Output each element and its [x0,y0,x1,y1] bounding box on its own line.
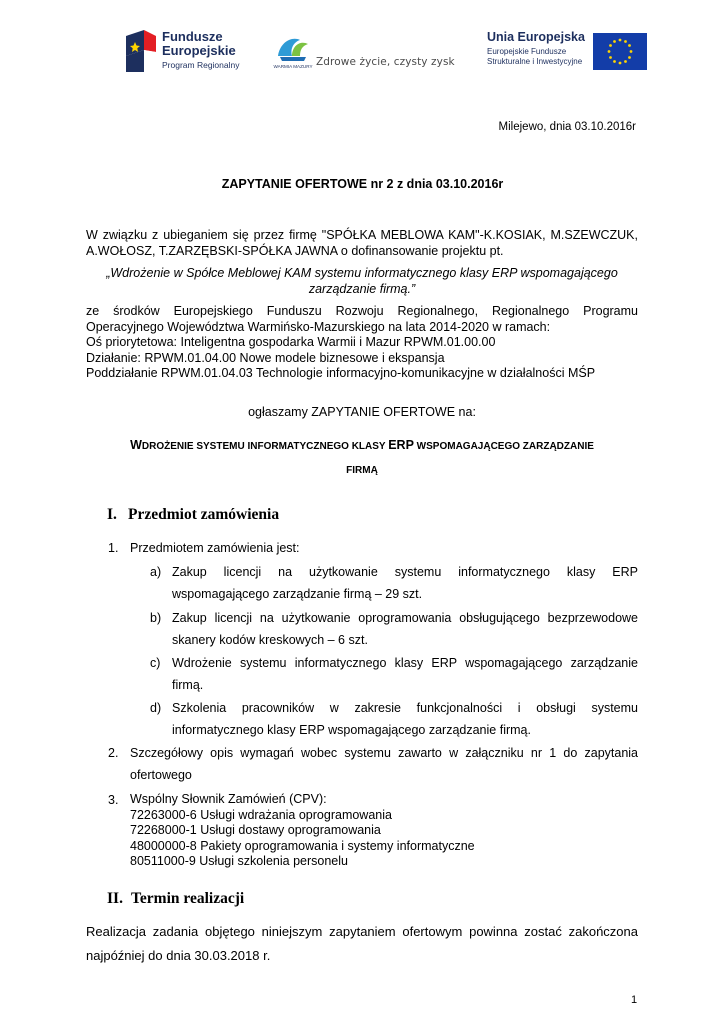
list-item-number: 2. [108,746,119,760]
warmia-mazury-icon [270,30,316,76]
sub-item-text: Zakup licencji na użytkowanie systemu informatycznego klasy ERP wspomagającego zarządzanie firmą – 29 szt. [172,565,638,601]
fundusze-europejskie-logo [124,28,244,76]
subject-initial: W [130,438,142,452]
ue-logo-line3: Strukturalne i Inwestycyjne [487,57,583,66]
ue-logo-line2: Europejskie Fundusze [487,47,567,56]
list-item: Szczegółowy opis wymagań wobec systemu zawarto w załączniku nr 1 do zapytania ofertowego [130,746,638,782]
ue-logo-line1: Unia Europejska [487,30,585,44]
unia-europejska-logo [487,30,647,74]
subject-part1: DROŻENIE SYSTEMU INFORMATYCZNEGO KLASY [141,441,389,452]
sub-item-text: Szkolenia pracowników w zakresie funkcjonalności i obsługi systemu informatycznego klasy ERP wspomagającego zarządzanie firmą. [172,701,638,737]
sub-item-text: Wdrożenie systemu informatycznego klasy ERP wspomagającego zarządzanie firmą. [172,656,638,692]
priority-axis: Oś priorytetowa: Inteligentna gospodarka Warmii i Mazur RPWM.01.00.00 [86,335,496,349]
sub-list-item [150,697,638,741]
page-number: 1 [631,994,638,1006]
fe-logo-line1: Fundusze [162,29,223,44]
warmia-mazury-logo [270,30,316,76]
section-number: II. [107,890,123,907]
list-item-number: 3. [108,793,119,807]
section-number: I. [107,506,117,523]
document-date: Milejewo, dnia 03.10.2016r [498,121,636,133]
wm-logo-text: WARMIA MAZURY [273,64,313,69]
fe-logo-line2: Europejskie [162,43,236,58]
eu-flag-icon [593,33,647,70]
document-title: ZAPYTANIE OFERTOWE nr 2 z dnia 03.10.2016r [221,177,504,191]
cpv-block [130,792,638,870]
sub-item-label: d) [150,701,162,715]
measure: Działanie: RPWM.01.04.00 Nowe modele biznesowe i ekspansja [86,351,445,365]
cpv-code: 80511000-9 Usługi szkolenia personelu [130,854,348,868]
subject-part2: WSPOMAGAJĄCEGO ZARZĄDZANIE [413,441,594,452]
sub-item-label: c) [150,656,161,670]
subject-erp: ERP [388,438,414,452]
deadline-paragraph: Realizacja zadania objętego niniejszym zapytaniem ofertowym powinna zostać zakończona najpóźniej do dnia 30.03.2018 r. [86,924,638,963]
announcement: ogłaszamy ZAPYTANIE OFERTOWE na: [248,405,476,419]
fe-logo-line3: Program Regionalny [162,60,240,70]
intro-paragraph: W związku z ubieganiem się przez firmę "SPÓŁKA MEBLOWA KAM"-K.KOSIAK, M.SZEWCZUK, A.WOŁOSZ, T.ZARZĘBSKI-SPÓŁKA JAWNA o dofinansowanie projektu pt. [86,228,638,258]
cpv-code: 72263000-6 Usługi wdrażania oprogramowania [130,807,392,822]
cpv-code: 48000000-8 Pakiety oprogramowania i systemy informatyczne [130,838,475,853]
project-title: „Wdrożenie w Spółce Meblowej KAM systemu informatycznego klasy ERP wspomagającego zarządzanie firmą.” [106,266,618,296]
section-heading [107,506,279,524]
cpv-heading: Wspólny Słownik Zamówień (CPV): [130,792,327,806]
fe-flag-icon [124,28,158,74]
sub-list-item [150,652,638,696]
submeasure: Poddziałanie RPWM.01.04.03 Technologie informacyjno-komunikacyjne w działalności MŚP [86,366,596,380]
section-heading [107,890,244,908]
cpv-code: 72268000-1 Usługi dostawy oprogramowania [130,823,381,837]
subject-line2: FIRMĄ [346,465,378,476]
list-item: Przedmiotem zamówienia jest: [130,541,300,555]
wm-slogan: Zdrowe życie, czysty zysk [316,56,455,68]
sub-list-item [150,561,638,605]
sub-item-label: b) [150,611,162,625]
section-title: Przedmiot zamówienia [128,506,280,523]
section-title: Termin realizacji [131,890,245,907]
order-subject [86,434,638,482]
funding-paragraph: ze środków Europejskiego Funduszu Rozwoju Regionalnego, Regionalnego Programu Operacyjnego Województwa Warmińsko-Mazurskiego na lata 2014-2020 w ramach: [86,304,638,334]
sub-list-item [150,607,638,651]
sub-item-label: a) [150,565,162,579]
list-item-number: 1. [108,541,119,555]
sub-item-text: Zakup licencji na użytkowanie oprogramowania obsługującego bezprzewodowe skanery kodów kreskowych – 6 szt. [172,611,638,647]
